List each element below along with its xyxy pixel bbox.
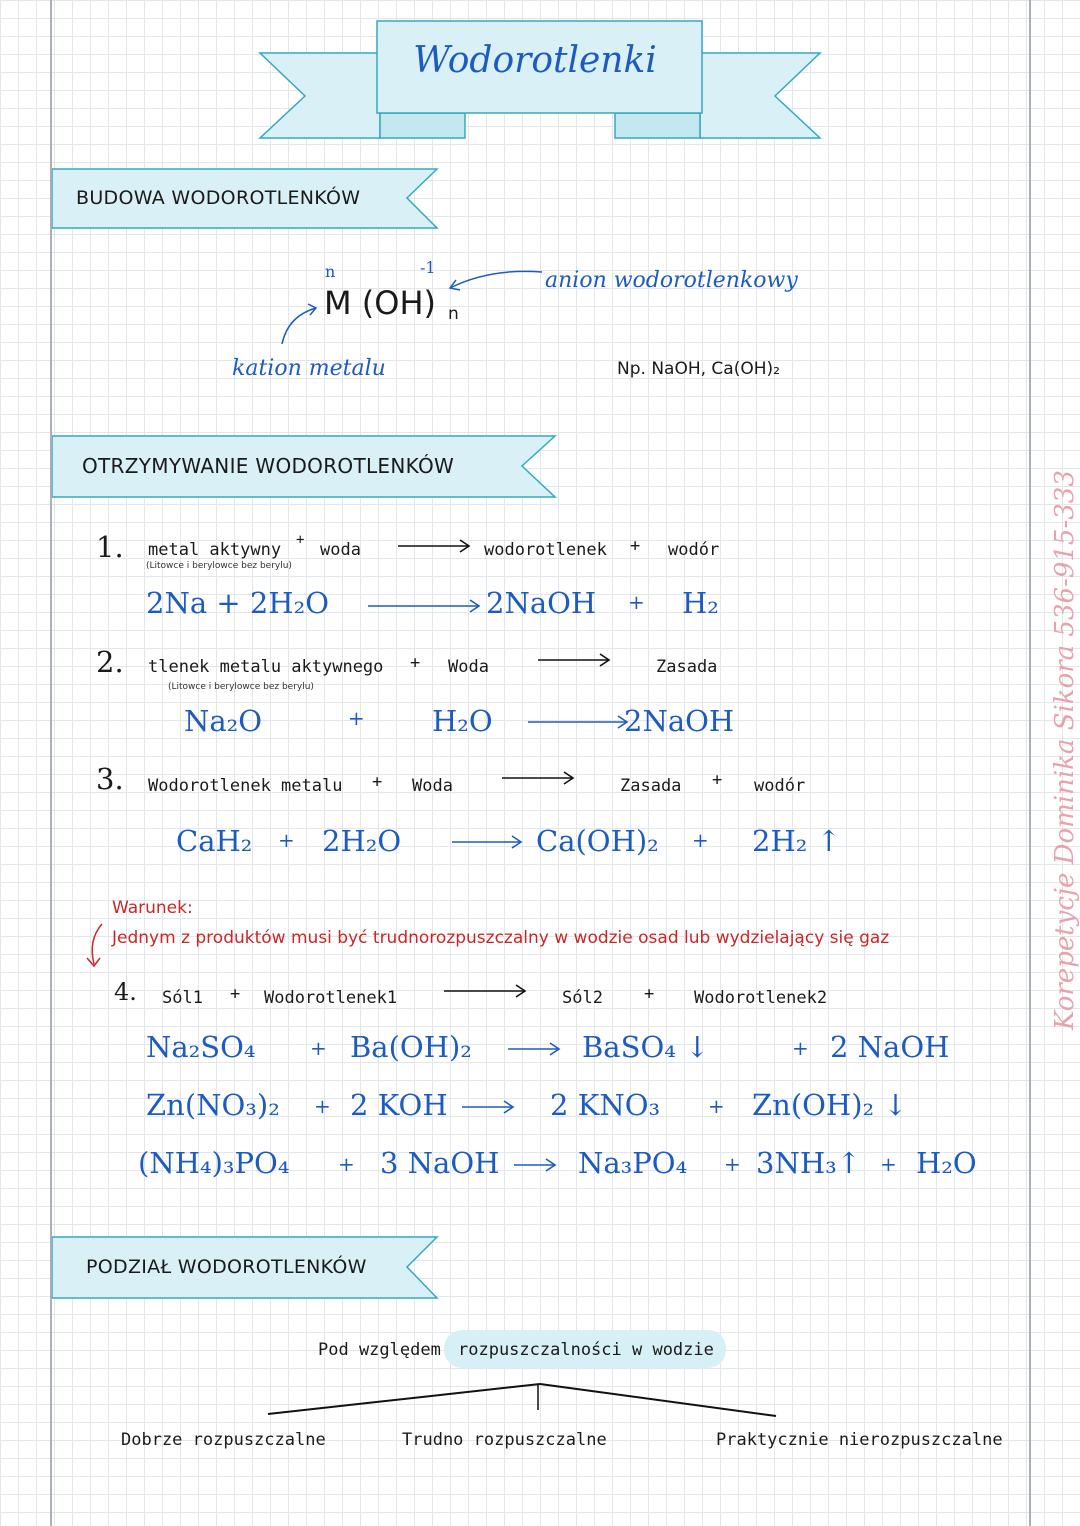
reaction-3-equation-right: Ca(OH)₂ — [536, 824, 659, 858]
classification-header-highlight: rozpuszczalności w wodzie — [458, 1340, 714, 1360]
salt-eq-3-left-1: (NH₄)₃PO₄ — [138, 1146, 290, 1180]
condition-arrow-icon — [82, 920, 108, 974]
salt-eq-1-left-1: Na₂SO₄ — [146, 1030, 256, 1064]
reaction-4-product-1: Sól2 — [562, 988, 603, 1008]
reaction-1-plus: + — [296, 532, 305, 548]
reaction-1-reactant-2: woda — [320, 540, 361, 560]
classification-item-trudno: Trudno rozpuszczalne — [402, 1430, 607, 1450]
reaction-number-4: 4. — [114, 978, 137, 1006]
reaction-3-plus-2: + — [712, 770, 723, 790]
side-note: Korepetycje Dominika Sikora 536-915-333 — [1050, 470, 1080, 1030]
reaction-2-reactant-1: tlenek metalu aktywnego — [148, 657, 384, 677]
reaction-1-reactant-1: metal aktywny — [148, 540, 282, 560]
reaction-3-reactant-2: Woda — [412, 776, 453, 796]
reaction-1-note: (Litowce i berylowce bez berylu) — [146, 561, 292, 571]
salt-eq-3-left-2: 3 NaOH — [380, 1146, 500, 1180]
arrow-icon — [450, 834, 530, 850]
reaction-2-equation-left-2: H₂O — [432, 704, 493, 738]
reaction-2-eq-plus: + — [348, 706, 365, 730]
arrow-icon — [536, 652, 616, 668]
arrow-icon — [526, 714, 636, 730]
salt-eq-2-right-2: Zn(OH)₂ ↓ — [752, 1088, 908, 1122]
reaction-3-product-1: Zasada — [620, 776, 682, 796]
reaction-number-3: 3. — [96, 762, 124, 796]
salt-eq-1-left-2: Ba(OH)₂ — [350, 1030, 472, 1064]
arrow-icon — [396, 538, 476, 554]
charge-n-label: n — [325, 262, 336, 281]
salt-eq-3-plus-3: + — [880, 1152, 897, 1176]
reaction-1-equation-right: 2NaOH — [486, 586, 597, 620]
reaction-1-product-1: wodorotlenek — [484, 540, 607, 560]
reaction-2-note: (Litowce i berylowce bez berylu) — [168, 682, 314, 692]
classification-item-praktycznie: Praktycznie nierozpuszczalne — [716, 1430, 1003, 1450]
reaction-1-equation-left: 2Na + 2H₂O — [146, 586, 329, 620]
reaction-2-product-1: Zasada — [656, 657, 718, 677]
salt-eq-1-right-1: BaSO₄ ↓ — [582, 1030, 710, 1064]
section-title-podzial: PODZIAŁ WODOROTLENKÓW — [86, 1256, 367, 1278]
arrow-icon — [460, 1099, 520, 1115]
salt-eq-1-right-2: 2 NaOH — [830, 1030, 950, 1064]
reaction-3-equation-extra: 2H₂ ↑ — [752, 824, 841, 858]
structure-arrows — [270, 258, 560, 348]
reaction-number-2: 2. — [96, 645, 124, 679]
salt-eq-3-plus-2: + — [724, 1152, 741, 1176]
salt-eq-3-right-1: Na₃PO₄ — [578, 1146, 688, 1180]
reaction-2-equation-left-1: Na₂O — [184, 704, 263, 738]
reaction-3-reactant-1: Wodorotlenek metalu — [148, 776, 343, 796]
reaction-1-product-2: wodór — [668, 540, 720, 560]
reaction-3-plus: + — [372, 772, 383, 792]
classification-tree-lines — [260, 1378, 790, 1420]
salt-eq-1-plus-1: + — [310, 1036, 327, 1060]
arrow-icon — [512, 1157, 564, 1173]
example-formula: Np. NaOH, Ca(OH)₂ — [617, 359, 780, 379]
section-title-otrzymywanie: OTRZYMYWANIE WODOROTLENKÓW — [82, 454, 455, 478]
page-title: Wodorotlenki — [413, 40, 657, 81]
salt-eq-1-plus-2: + — [792, 1036, 809, 1060]
salt-eq-2-left-2: 2 KOH — [350, 1088, 448, 1122]
general-formula: M (OH) — [324, 284, 436, 322]
kation-label: kation metalu — [232, 356, 386, 381]
reaction-3-equation-left-1: CaH₂ — [176, 824, 253, 858]
reaction-3-eq-plus-2: + — [692, 828, 709, 852]
reaction-3-eq-plus: + — [278, 828, 295, 852]
arrow-icon — [506, 1041, 566, 1057]
salt-eq-2-plus-1: + — [314, 1094, 331, 1118]
reaction-4-plus-2: + — [644, 984, 655, 1004]
reaction-1-plus-2: + — [630, 536, 641, 556]
arrow-icon — [500, 770, 580, 786]
classification-header-prefix: Pod względem — [318, 1340, 441, 1360]
reaction-2-plus: + — [410, 653, 421, 673]
formula-subscript-n: n — [448, 304, 459, 324]
reaction-1-eq-plus: + — [628, 590, 645, 614]
salt-eq-2-right-1: 2 KNO₃ — [550, 1088, 661, 1122]
salt-eq-3-right-3: H₂O — [916, 1146, 977, 1180]
salt-eq-3-right-2: 3NH₃↑ — [756, 1146, 862, 1180]
arrow-icon — [442, 983, 532, 999]
reaction-2-equation-right: 2NaOH — [624, 704, 735, 738]
reaction-4-reactant-1: Sól1 — [162, 988, 203, 1008]
reaction-3-equation-left-2: 2H₂O — [322, 824, 402, 858]
salt-eq-2-left-1: Zn(NO₃)₂ — [146, 1088, 280, 1122]
anion-label: anion wodorotlenkowy — [545, 268, 798, 293]
reaction-1-equation-extra: H₂ — [682, 586, 719, 620]
condition-text: Jednym z produktów musi być trudnorozpuszczalny w wodzie osad lub wydzielający się gaz — [112, 928, 890, 948]
salt-eq-3-plus-1: + — [338, 1152, 355, 1176]
salt-eq-2-plus-2: + — [708, 1094, 725, 1118]
reaction-4-reactant-2: Wodorotlenek1 — [264, 988, 398, 1008]
classification-item-dobrze: Dobrze rozpuszczalne — [121, 1430, 326, 1450]
arrow-icon — [366, 598, 486, 614]
reaction-2-reactant-2: Woda — [448, 657, 489, 677]
title-ribbon — [255, 18, 825, 144]
charge-minus-one-label: -1 — [420, 258, 436, 277]
reaction-3-product-2: wodór — [754, 776, 806, 796]
right-margin-line — [1029, 0, 1031, 1526]
reaction-4-plus: + — [230, 984, 241, 1004]
reaction-4-product-2: Wodorotlenek2 — [694, 988, 828, 1008]
condition-label: Warunek: — [112, 898, 193, 918]
reaction-number-1: 1. — [96, 530, 124, 564]
section-title-budowa: BUDOWA WODOROTLENKÓW — [76, 187, 361, 209]
